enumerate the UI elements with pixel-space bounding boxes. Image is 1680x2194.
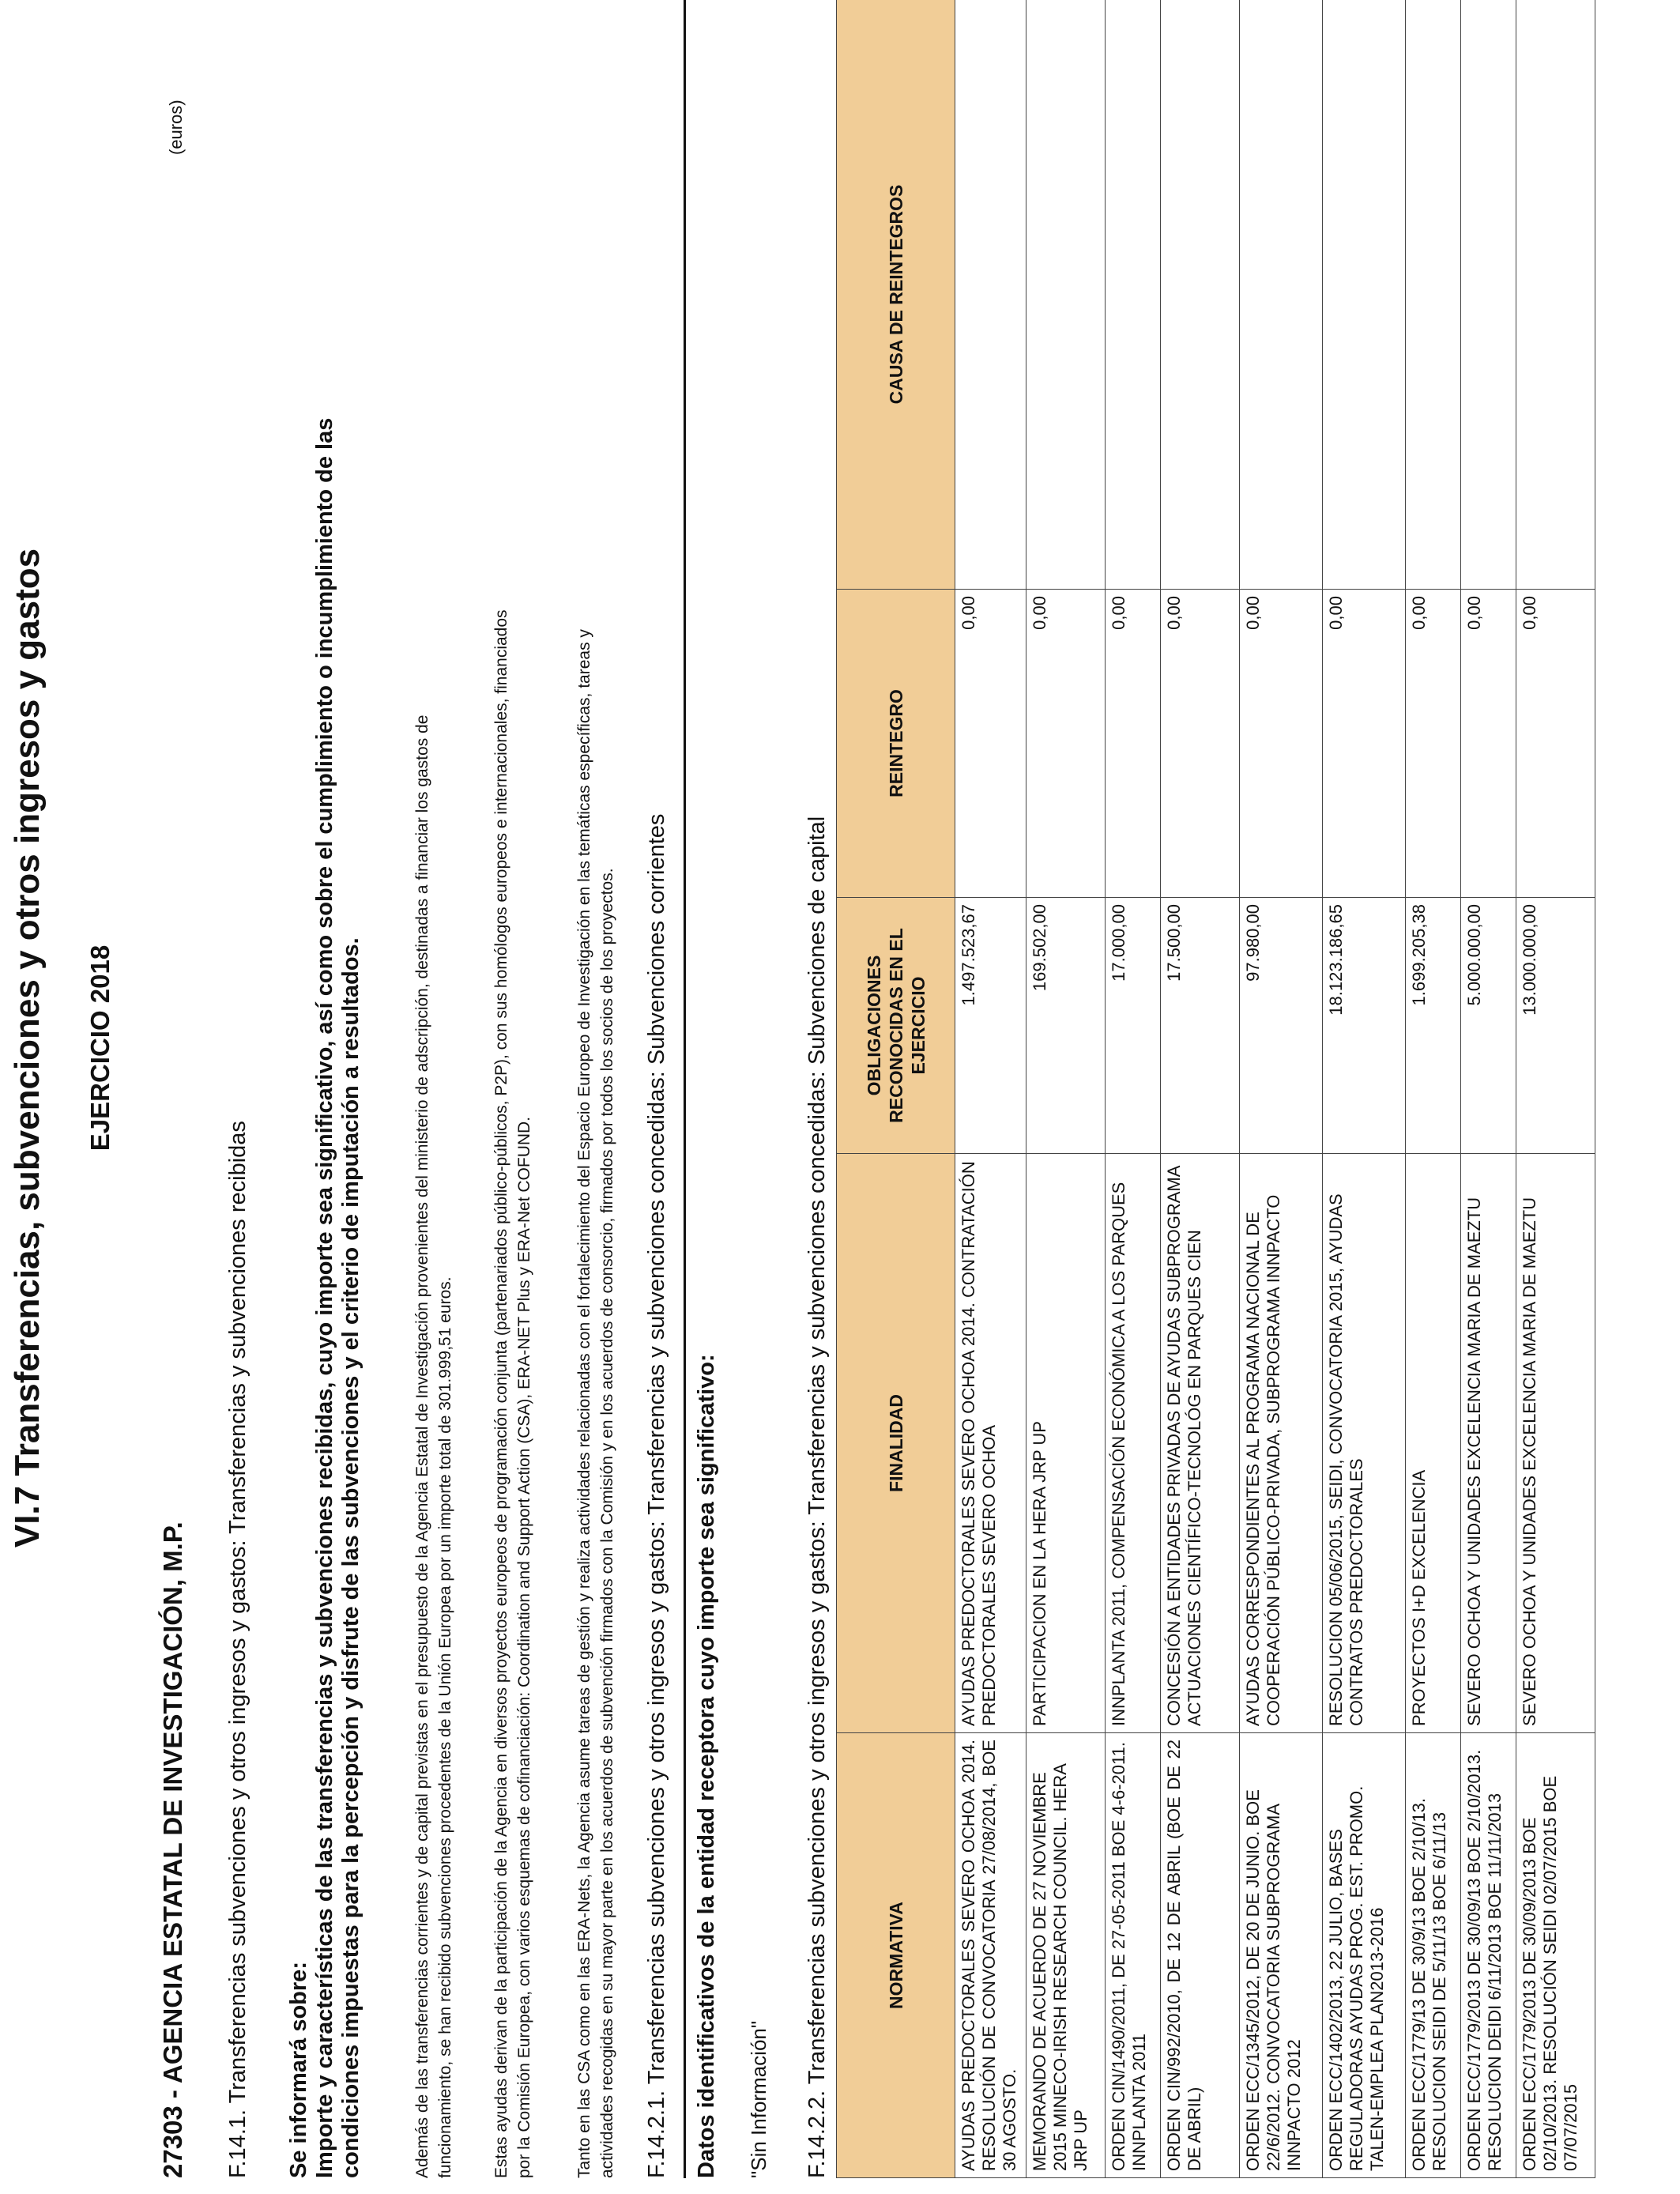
cell-causa [955, 0, 1026, 590]
cell-causa [1026, 0, 1106, 590]
table-row [1026, 0, 1106, 2178]
cell-reintegro: 0,00 [1406, 590, 1461, 898]
table-row [1516, 0, 1595, 2178]
cell-obligaciones: 1.699.205,38 [1406, 898, 1461, 1154]
cell-causa [1406, 0, 1461, 590]
cell-finalidad: SEVERO OCHOA Y UNIDADES EXCELENCIA MARIA DE MAEZTU [1516, 1154, 1595, 1733]
cell-causa [1516, 0, 1595, 590]
inform-line-1: Importe y características de las transferencias y subvenciones recibidas, cuyo importe sea significativo, así como sobre el cumplimiento o incumplimiento de las [312, 417, 337, 2178]
cell-normativa: AYUDAS PREDOCTORALES SEVERO OCHOA 2014. RESOLUCIÓN DE CONVOCATORIA 27/08/2014, BOE 30 AGOSTO. [955, 1733, 1026, 2178]
section-f14-1-heading: F.14.1. Transferencias subvenciones y otros ingresos y gastos: Transferencias y subvenciones recibidas [225, 1121, 250, 2178]
units-label: (euros) [166, 100, 186, 155]
cell-obligaciones: 13.000.000,00 [1516, 898, 1595, 1154]
cell-obligaciones: 17.000,00 [1106, 898, 1161, 1154]
inform-line-2: condiciones impuestas para la percepción y disfrute de las subvenciones y el criterio de imputación a resultados. [338, 937, 363, 2178]
cell-reintegro: 0,00 [955, 590, 1026, 898]
cell-causa [1323, 0, 1406, 590]
cell-causa [1461, 0, 1516, 590]
col-causa-reintegros: CAUSA DE REINTEGROS [837, 0, 955, 590]
cell-finalidad: PARTICIPACION EN LA HERA JRP UP [1026, 1154, 1106, 1733]
agency-title: 27303 - AGENCIA ESTATAL DE INVESTIGACIÓN, M.P. [158, 1521, 187, 2178]
cell-obligaciones: 169.502,00 [1026, 898, 1106, 1154]
paragraph-1-line-2: funcionamiento, se han recibido subvenciones procedentes de la Unión Europea por un importe total de 301.999,51 euros. [436, 1276, 454, 2178]
col-reintegro: REINTEGRO [837, 590, 955, 898]
cell-normativa: ORDEN ECC/1779/2013 DE 30/09/13 BOE 2/10/2013. RESOLUCION DEIDI 6/11/2013 BOE 11/11/2013 [1461, 1733, 1516, 2178]
section-f14-2-1-heading: F.14.2.1. Transferencias subvenciones y otros ingresos y gastos: Transferencias y subvenciones concedidas: Subvenciones corrientes [644, 813, 669, 2178]
cell-finalidad: SEVERO OCHOA Y UNIDADES EXCELENCIA MARIA DE MAEZTU [1461, 1154, 1516, 1733]
paragraph-2-line-1: Estas ayudas derivan de la participación de la Agencia en diversos proyectos europeos de programación conjunta (partenariados público-públicos, P2P), con sus homólogos europeos e internacionales, financiados [492, 609, 510, 2178]
cell-reintegro: 0,00 [1161, 590, 1240, 898]
cell-normativa: ORDEN CIN/992/2010, DE 12 DE ABRIL (BOE DE 22 DE ABRIL) [1161, 1733, 1240, 2178]
cell-reintegro: 0,00 [1461, 590, 1516, 898]
cell-causa [1161, 0, 1240, 590]
cell-reintegro: 0,00 [1026, 590, 1106, 898]
cell-obligaciones: 1.497.523,67 [955, 898, 1026, 1154]
cell-normativa: ORDEN CIN/1490/2011, DE 27-05-2011 BOE 4-6-2011. INNPLANTA 2011 [1106, 1733, 1161, 2178]
table-row [955, 0, 1026, 2178]
paragraph-3-line-2: actividades recogidas en su mayor parte en los acuerdos de subvención firmados con la Comisión y en los acuerdos de consorcio, firmados por todos los socios de los proyectos. [598, 868, 616, 2178]
inform-label: Se informará sobre: [286, 1962, 311, 2178]
cell-reintegro: 0,00 [1516, 590, 1595, 898]
cell-reintegro: 0,00 [1323, 590, 1406, 898]
fiscal-year: EJERCICIO 2018 [85, 944, 115, 1152]
cell-normativa: MEMORANDO DE ACUERDO DE 27 NOVIEMBRE 2015 MINECO-IRISH RESEARCH COUNCIL. HERA JRP UP [1026, 1733, 1106, 2178]
cell-causa [1240, 0, 1323, 590]
section-divider [684, 0, 686, 2178]
table-row [1406, 0, 1461, 2178]
table-row [1323, 0, 1406, 2178]
cell-obligaciones: 97.980,00 [1240, 898, 1323, 1154]
section-f14-2-2-heading: F.14.2.2. Transferencias subvenciones y otros ingresos y gastos: Transferencias y subvenciones concedidas: Subvenciones de capital [804, 816, 830, 2178]
report-title: VI.7 Transferencias, subvenciones y otros ingresos y gastos [8, 548, 47, 1548]
paragraph-2-line-2: por la Comisión Europea, con varios esquemas de cofinanciación: Coordination and Support Action (CSA), ERA-NET Plus y ERA-Net COFUND. [515, 1116, 533, 2178]
cell-finalidad: INNPLANTA 2011, COMPENSACIÓN ECONÓMICA A LOS PARQUES [1106, 1154, 1161, 1733]
capital-subsidies-table [836, 0, 1595, 2178]
cell-finalidad: CONCESIÓN A ENTIDADES PRIVADAS DE AYUDAS SUBPROGRAMA ACTUACIONES CIENTÍFICO-TECNOLÓG EN PARQUES CIEN [1161, 1154, 1240, 1733]
cell-reintegro: 0,00 [1240, 590, 1323, 898]
table-row [1106, 0, 1161, 2178]
table-row [1161, 0, 1240, 2178]
cell-finalidad: AYUDAS CORRESPONDIENTES AL PROGRAMA NACIONAL DE COOPERACIÓN PÚBLICO-PRIVADA, SUBPROGRAMA INNPACTO [1240, 1154, 1323, 1733]
cell-normativa: ORDEN ECC/1402/2013, 22 JULIO, BASES REGULADORAS AYUDAS PROG. EST. PROMO. TALEN-EMPLEA PLAN2013-2016 [1323, 1733, 1406, 2178]
col-normativa: NORMATIVA [837, 1733, 955, 2178]
datos-label: Datos identificativos de la entidad receptora cuyo importe sea significativo: [694, 1354, 719, 2178]
paragraph-3-line-1: Tanto en las CSA como en las ERA-Nets, la Agencia asume tareas de gestión y realiza actividades relacionadas con el fortalecimiento del Espacio Europeo de Investigación en las temáticas específicas, tareas y [575, 629, 593, 2178]
paragraph-1-line-1: Además de las transferencias corrientes y de capital previstas en el presupuesto de la Agencia Estatal de Investigación provenientes del ministerio de adscripción, destinadas a financiar los gastos de [413, 714, 431, 2178]
table-header-row [837, 0, 955, 2178]
table-row [1461, 0, 1516, 2178]
sin-informacion: "Sin Información" [747, 2020, 770, 2178]
cell-finalidad: PROYECTOS I+D EXCELENCIA [1406, 1154, 1461, 1733]
cell-reintegro: 0,00 [1106, 590, 1161, 898]
cell-normativa: ORDEN ECC/1345/2012, DE 20 DE JUNIO. BOE 22/6/2012. CONVOCATORIA SUBPROGRAMA INNPACTO 2012 [1240, 1733, 1323, 2178]
col-obligaciones: OBLIGACIONES RECONOCIDAS EN EL EJERCICIO [837, 898, 955, 1154]
cell-normativa: ORDEN ECC/1779/13 DE 30/9/13 BOE 2/10/13. RESOLUCION SEIDI DE 5/11/13 BOE 6/11/13 [1406, 1733, 1461, 2178]
cell-obligaciones: 18.123.186,65 [1323, 898, 1406, 1154]
cell-causa [1106, 0, 1161, 590]
cell-obligaciones: 5.000.000,00 [1461, 898, 1516, 1154]
table-row [1240, 0, 1323, 2178]
cell-normativa: ORDEN ECC/1779/2013 DE 30/09/2013 BOE 02/10/2013. RESOLUCIÓN SEIDI 02/07/2015 BOE 07/07/2015 [1516, 1733, 1595, 2178]
cell-obligaciones: 17.500,00 [1161, 898, 1240, 1154]
cell-finalidad: AYUDAS PREDOCTORALES SEVERO OCHOA 2014. CONTRATACIÓN PREDOCTORALES SEVERO OCHOA [955, 1154, 1026, 1733]
cell-finalidad: RESOLUCION 05/06/2015, SEIDI, CONVOCATORIA 2015, AYUDAS CONTRATOS PREDOCTORALES [1323, 1154, 1406, 1733]
col-finalidad: FINALIDAD [837, 1154, 955, 1733]
